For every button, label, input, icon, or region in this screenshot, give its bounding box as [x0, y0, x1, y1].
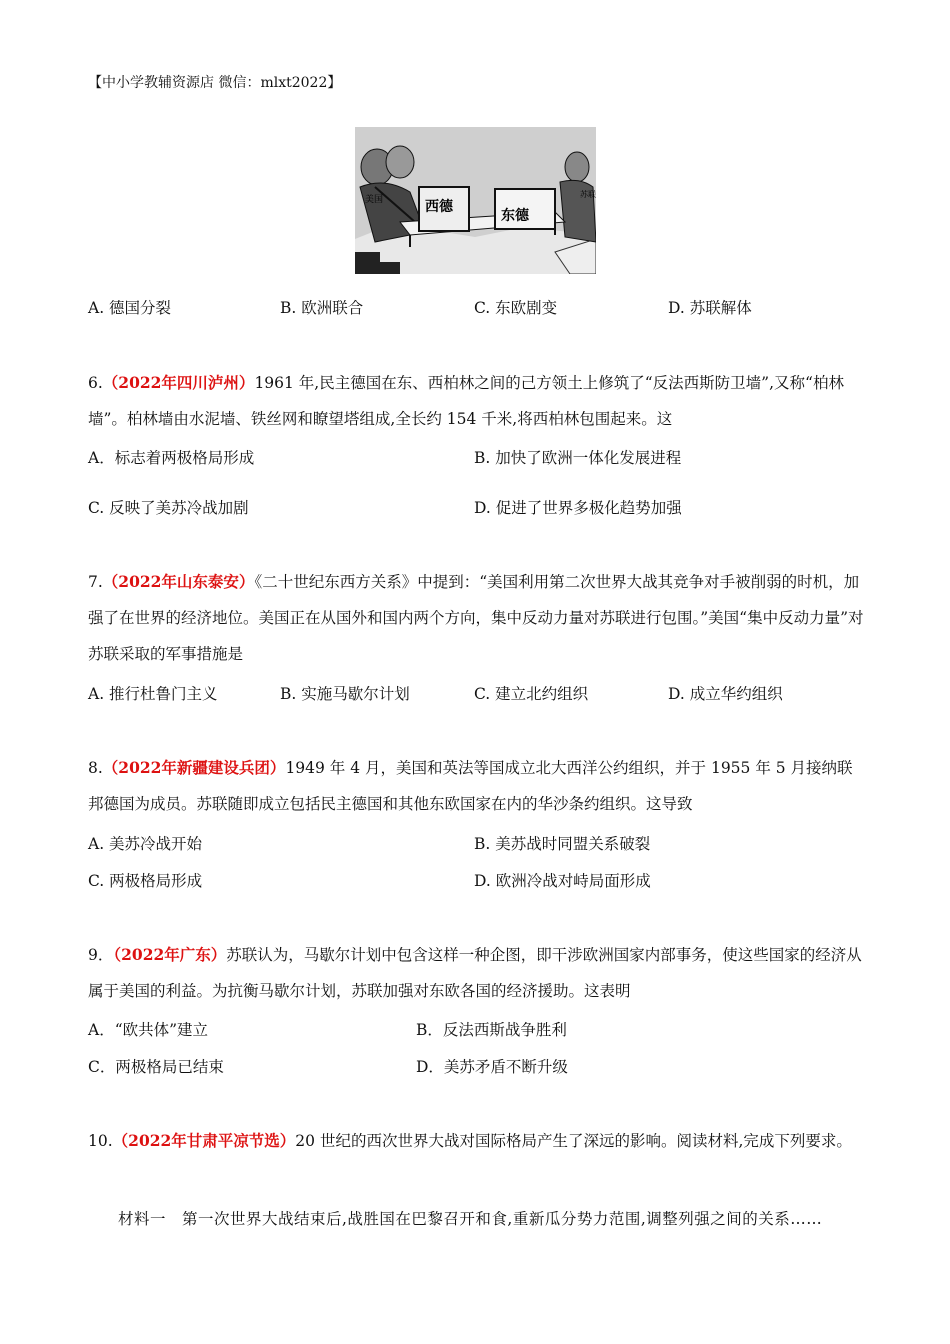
- q7-source: （2022年山东泰安）: [102, 572, 255, 591]
- cartoon-drawing: [355, 127, 596, 274]
- q10-number: 10.: [88, 1132, 113, 1150]
- q9-option-a[interactable]: A．“欧共体”建立: [88, 1021, 209, 1039]
- q10-material-1: 材料一 第一次世界大战结束后,战胜国在巴黎召开和食,重新瓜分势力范围,调整列强之间的关系……: [118, 1210, 823, 1228]
- question-9: [88, 937, 868, 1009]
- q9-option-c[interactable]: C．两极格局已结束: [88, 1058, 224, 1076]
- label-west-germany: 西德: [425, 199, 453, 215]
- q7-option-a[interactable]: A. 推行杜鲁门主义: [88, 685, 218, 703]
- q7-number: 7.: [88, 573, 103, 591]
- q6-source: （2022年四川泸州）: [102, 373, 255, 392]
- question-6: [88, 365, 868, 437]
- q6-option-a[interactable]: A．标志着两极格局形成: [88, 449, 255, 467]
- q9-stem: 苏联认为，马歇尔计划中包含这样一种企图，即干涉欧洲国家内部事务，使这些国家的经济从属于美国的利益。为抗衡马歇尔计划，苏联加强对东欧各国的经济援助。这表明: [88, 946, 862, 1000]
- q7-option-c[interactable]: C. 建立北约组织: [474, 685, 589, 703]
- page-header: 【中小学教辅资源店 微信：mlxt2022】: [88, 75, 342, 91]
- q7-option-d[interactable]: D. 成立华约组织: [668, 685, 783, 703]
- cold-war-cartoon: [355, 127, 596, 274]
- q10-source: （2022年甘肃平凉节选）: [112, 1131, 296, 1150]
- q9-source: （2022年广东）: [113, 945, 227, 964]
- q6-number: 6.: [88, 374, 103, 392]
- q5-option-a[interactable]: A. 德国分裂: [88, 299, 172, 317]
- q6-stem: 1961 年,民主德国在东、西柏林之间的己方领土上修筑了“反法西斯防卫墙”,又称“柏林墙”。柏林墙由水泥墙、铁丝网和瞭望塔组成,全长约 154 千米,将西柏林包围起来。这: [88, 374, 844, 428]
- q7-option-b[interactable]: B. 实施马歇尔计划: [280, 685, 410, 703]
- label-usa: 美国: [365, 195, 384, 205]
- q5-option-c[interactable]: C. 东欧剧变: [474, 299, 558, 317]
- q8-option-d[interactable]: D. 欧洲冷战对峙局面形成: [474, 872, 651, 890]
- q6-option-d[interactable]: D. 促进了世界多极化趋势加强: [474, 499, 682, 517]
- q8-option-a[interactable]: A. 美苏冷战开始: [88, 835, 203, 853]
- q8-stem: 1949 年 4 月，美国和英法等国成立北大西洋公约组织，并于 1955 年 5 月接纳联邦德国为成员。苏联随即成立包括民主德国和其他东欧国家在内的华沙条约组织。这导致: [88, 759, 853, 813]
- q8-option-b[interactable]: B. 美苏战时同盟关系破裂: [474, 835, 651, 853]
- q8-source: （2022年新疆建设兵团）: [102, 758, 286, 777]
- q8-number: 8.: [88, 759, 103, 777]
- q9-number: 9．: [88, 946, 114, 964]
- label-ussr: 苏联: [580, 190, 596, 199]
- question-8: [88, 750, 868, 822]
- q8-option-c[interactable]: C. 两极格局形成: [88, 872, 203, 890]
- q9-option-b[interactable]: B．反法西斯战争胜利: [416, 1021, 567, 1039]
- q9-option-d[interactable]: D．美苏矛盾不断升级: [416, 1058, 568, 1076]
- q7-stem: 《二十世纪东西方关系》中提到：“美国利用第二次世界大战其竞争对手被削弱的时机，加强了在世界的经济地位。美国正在从国外和国内两个方向，集中反动力量对苏联进行包围。”美国“集中反动力量”对苏联采取的军事措施是: [88, 573, 864, 663]
- q6-option-c[interactable]: C. 反映了美苏冷战加剧: [88, 499, 249, 517]
- q6-option-b[interactable]: B. 加快了欧洲一体化发展进程: [474, 449, 682, 467]
- q5-option-b[interactable]: B. 欧洲联合: [280, 299, 364, 317]
- question-7: [88, 564, 868, 672]
- question-10: [88, 1123, 868, 1159]
- q5-option-d[interactable]: D. 苏联解体: [668, 299, 752, 317]
- label-east-germany: 东德: [501, 208, 529, 224]
- q10-stem: 20 世纪的西次世界大战对国际格局产生了深远的影响。阅读材料,完成下列要求。: [295, 1132, 852, 1150]
